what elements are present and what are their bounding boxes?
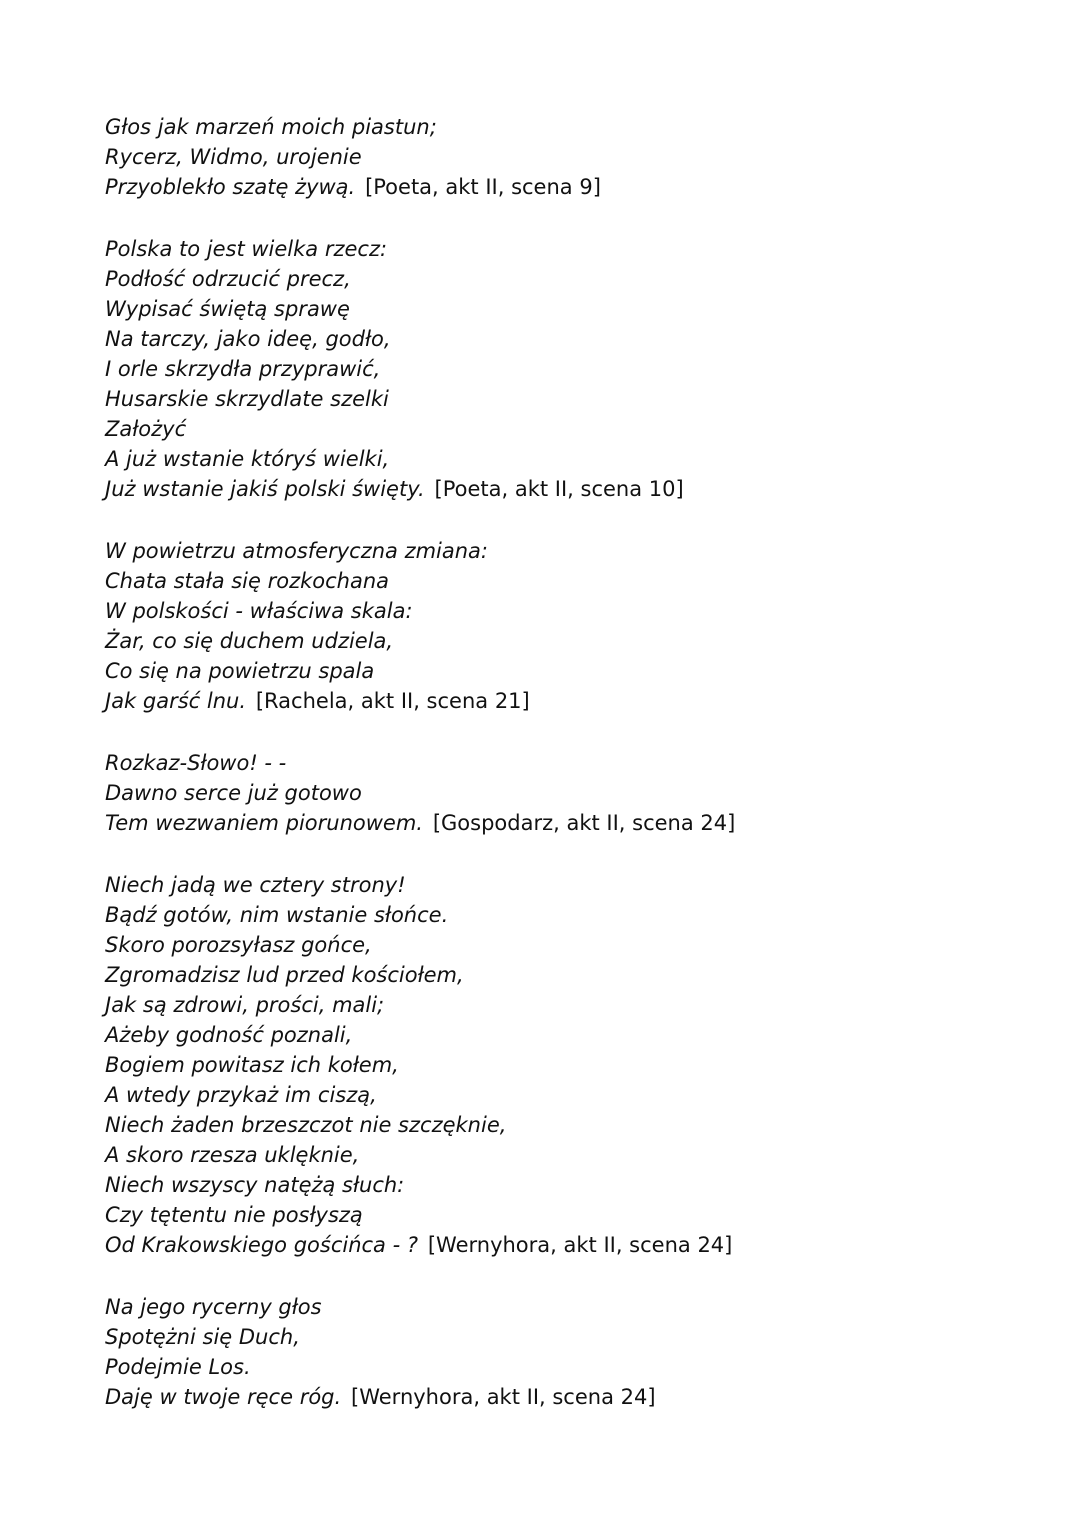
citation: [Gospodarz, akt II, scena 24] bbox=[432, 811, 736, 835]
stanza-4 bbox=[105, 748, 1020, 838]
poem-line: Wypisać świętą sprawę bbox=[105, 297, 350, 321]
poem-line: Polska to jest wielka rzecz: bbox=[105, 237, 388, 261]
stanza-3 bbox=[105, 536, 1020, 716]
poem-line: Żar, co się duchem udziela, bbox=[105, 629, 394, 653]
poem-line: Co się na powietrzu spala bbox=[105, 659, 375, 683]
poem-line: Ażeby godność poznali, bbox=[105, 1023, 353, 1047]
poem-line: A już wstanie któryś wielki, bbox=[105, 447, 390, 471]
stanza-1 bbox=[105, 112, 1020, 202]
poem-line: Rycerz, Widmo, urojenie bbox=[105, 145, 362, 169]
poem-line: Bądź gotów, nim wstanie słońce. bbox=[105, 903, 449, 927]
poem-line-text: Daję w twoje ręce róg. bbox=[105, 1385, 342, 1409]
citation: [Wernyhora, akt II, scena 24] bbox=[351, 1385, 656, 1409]
poem-line: Skoro porozsyłasz gońce, bbox=[105, 933, 372, 957]
poem-line: W polskości - właściwa skala: bbox=[105, 599, 413, 623]
poem-line: I orle skrzydła przyprawić, bbox=[105, 357, 381, 381]
citation: [Rachela, akt II, scena 21] bbox=[255, 689, 530, 713]
poem-line-with-citation bbox=[105, 474, 1020, 504]
poem-line-with-citation bbox=[105, 172, 1020, 202]
poem-line-text: Jak garść lnu. bbox=[105, 689, 247, 713]
poem-line-text: Od Krakowskiego gościńca - ? bbox=[105, 1233, 419, 1257]
poem-line: Założyć bbox=[105, 417, 187, 441]
poem-line-with-citation bbox=[105, 808, 1020, 838]
poem-line: A wtedy przykaż im ciszą, bbox=[105, 1083, 377, 1107]
poem-line: Bogiem powitasz ich kołem, bbox=[105, 1053, 399, 1077]
poem-line: Na tarczy, jako ideę, godło, bbox=[105, 327, 391, 351]
poem-line-with-citation bbox=[105, 1382, 1020, 1412]
poem-line-text: Już wstanie jakiś polski święty. bbox=[105, 477, 425, 501]
stanza-6 bbox=[105, 1292, 1020, 1412]
citation: [Wernyhora, akt II, scena 24] bbox=[427, 1233, 733, 1257]
poem-line: Na jego rycerny głos bbox=[105, 1295, 322, 1319]
poem-line: Zgromadzisz lud przed kościołem, bbox=[105, 963, 464, 987]
poem-line-text: Tem wezwaniem piorunowem. bbox=[105, 811, 423, 835]
poem-line: Rozkaz-Słowo! - - bbox=[105, 751, 287, 775]
poem-line: Niech żaden brzeszczot nie szczęknie, bbox=[105, 1113, 507, 1137]
poem-line: Głos jak marzeń moich piastun; bbox=[105, 115, 437, 139]
poem-line: Niech wszyscy natężą słuch: bbox=[105, 1173, 405, 1197]
poem-line: W powietrzu atmosferyczna zmiana: bbox=[105, 539, 489, 563]
poem-line-with-citation bbox=[105, 686, 1020, 716]
poem-line: Podejmie Los. bbox=[105, 1355, 251, 1379]
poem-line: Niech jadą we cztery strony! bbox=[105, 873, 406, 897]
stanza-2 bbox=[105, 234, 1020, 504]
stanza-5 bbox=[105, 870, 1020, 1260]
poem-line: A skoro rzesza uklęknie, bbox=[105, 1143, 360, 1167]
poem-line-with-citation bbox=[105, 1230, 1020, 1260]
citation: [Poeta, akt II, scena 9] bbox=[365, 175, 601, 199]
poem-line: Dawno serce już gotowo bbox=[105, 781, 362, 805]
poem-line: Podłość odrzucić precz, bbox=[105, 267, 351, 291]
poem-line: Czy tętentu nie posłyszą bbox=[105, 1203, 363, 1227]
poem-line-text: Przyoblekło szatę żywą. bbox=[105, 175, 356, 199]
poem-line: Jak są zdrowi, prości, mali; bbox=[105, 993, 385, 1017]
poem-line: Spotężni się Duch, bbox=[105, 1325, 300, 1349]
poem-line: Husarskie skrzydlate szelki bbox=[105, 387, 389, 411]
poem-line: Chata stała się rozkochana bbox=[105, 569, 390, 593]
citation: [Poeta, akt II, scena 10] bbox=[434, 477, 684, 501]
